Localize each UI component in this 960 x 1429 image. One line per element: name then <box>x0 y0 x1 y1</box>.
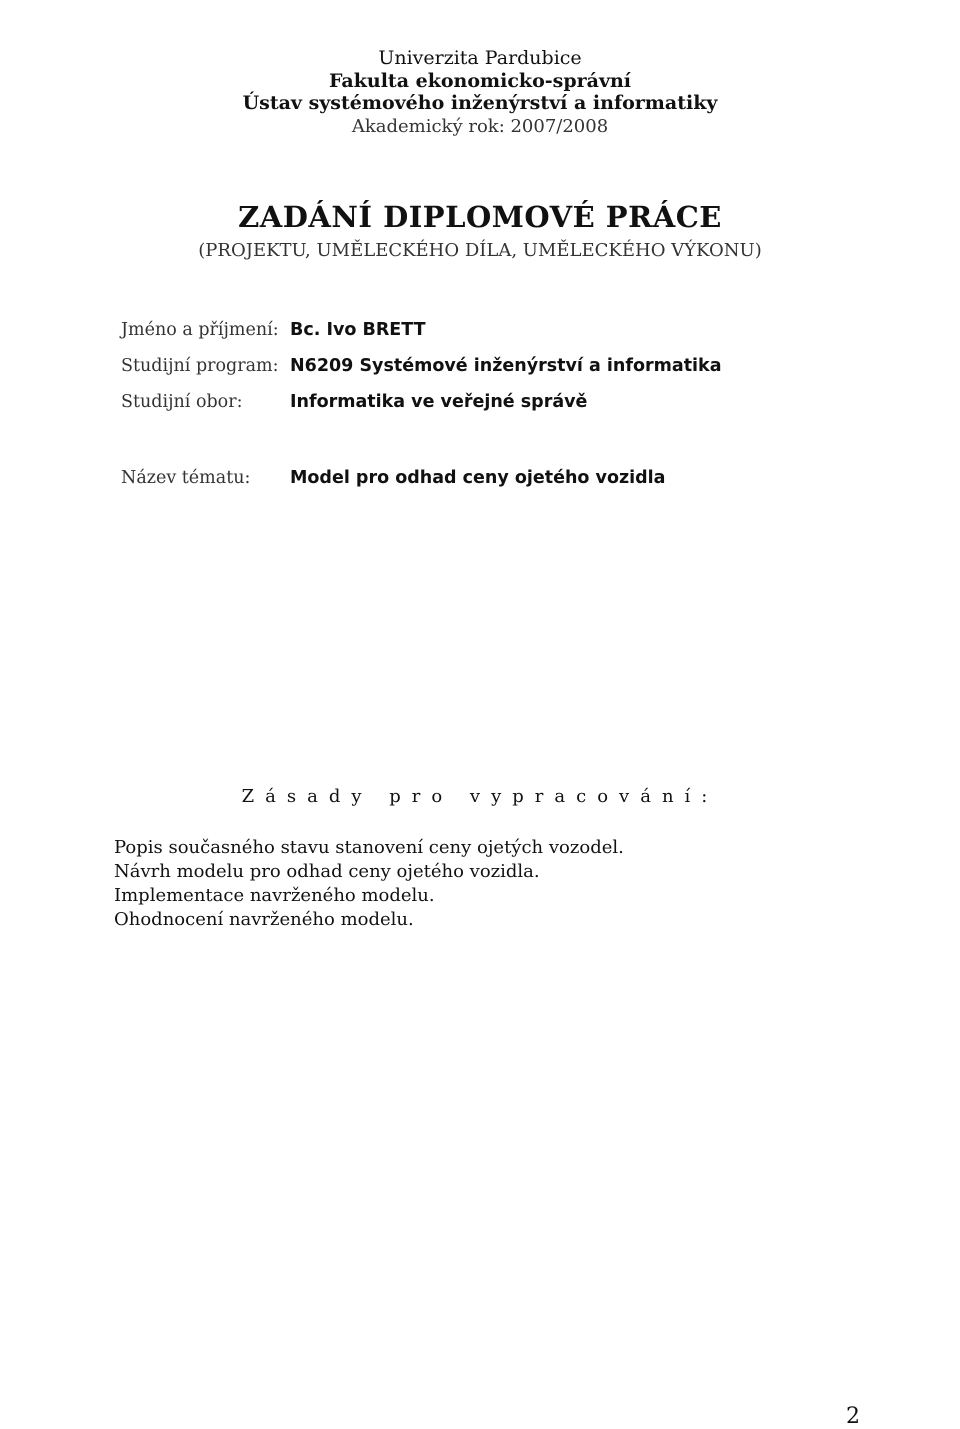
field-row-program <box>121 356 821 380</box>
institute-name: Ústav systémového inženýrství a informatiky <box>242 92 718 114</box>
field-row-field <box>121 392 821 416</box>
document-title: ZADÁNÍ DIPLOMOVÉ PRÁCE <box>238 200 722 234</box>
faculty-name: Fakulta ekonomicko-správní <box>328 70 632 92</box>
field-row-topic <box>121 468 821 492</box>
page-number: 2 <box>846 1404 860 1429</box>
field-value: Informatika ve veřejné správě <box>290 392 588 412</box>
guidelines-list <box>114 836 624 932</box>
guideline-item: Ohodnocení navrženého modelu. <box>114 909 414 930</box>
topic-value: Model pro odhad ceny ojetého vozidla <box>290 468 666 488</box>
document-subtitle: (PROJEKTU, UMĚLECKÉHO DÍLA, UMĚLECKÉHO VÝKONU) <box>198 240 762 261</box>
guideline-item: Implementace navrženého modelu. <box>114 885 435 906</box>
field-label: Studijní obor: <box>121 392 243 412</box>
topic-label: Název tématu: <box>121 468 251 488</box>
guideline-item: Popis současného stavu stanovení ceny ojetých vozodel. <box>114 837 624 858</box>
university-name: Univerzita Pardubice <box>378 47 582 69</box>
name-value: Bc. Ivo BRETT <box>290 320 426 340</box>
program-value: N6209 Systémové inženýrství a informatika <box>290 356 722 376</box>
guideline-item: Návrh modelu pro odhad ceny ojetého vozidla. <box>114 861 540 882</box>
academic-year: Akademický rok: 2007/2008 <box>351 116 609 137</box>
name-label: Jméno a příjmení: <box>121 320 279 340</box>
guidelines-heading: Zásady pro vypracování: <box>241 786 719 807</box>
program-label: Studijní program: <box>121 356 279 376</box>
field-row-name <box>121 320 821 344</box>
